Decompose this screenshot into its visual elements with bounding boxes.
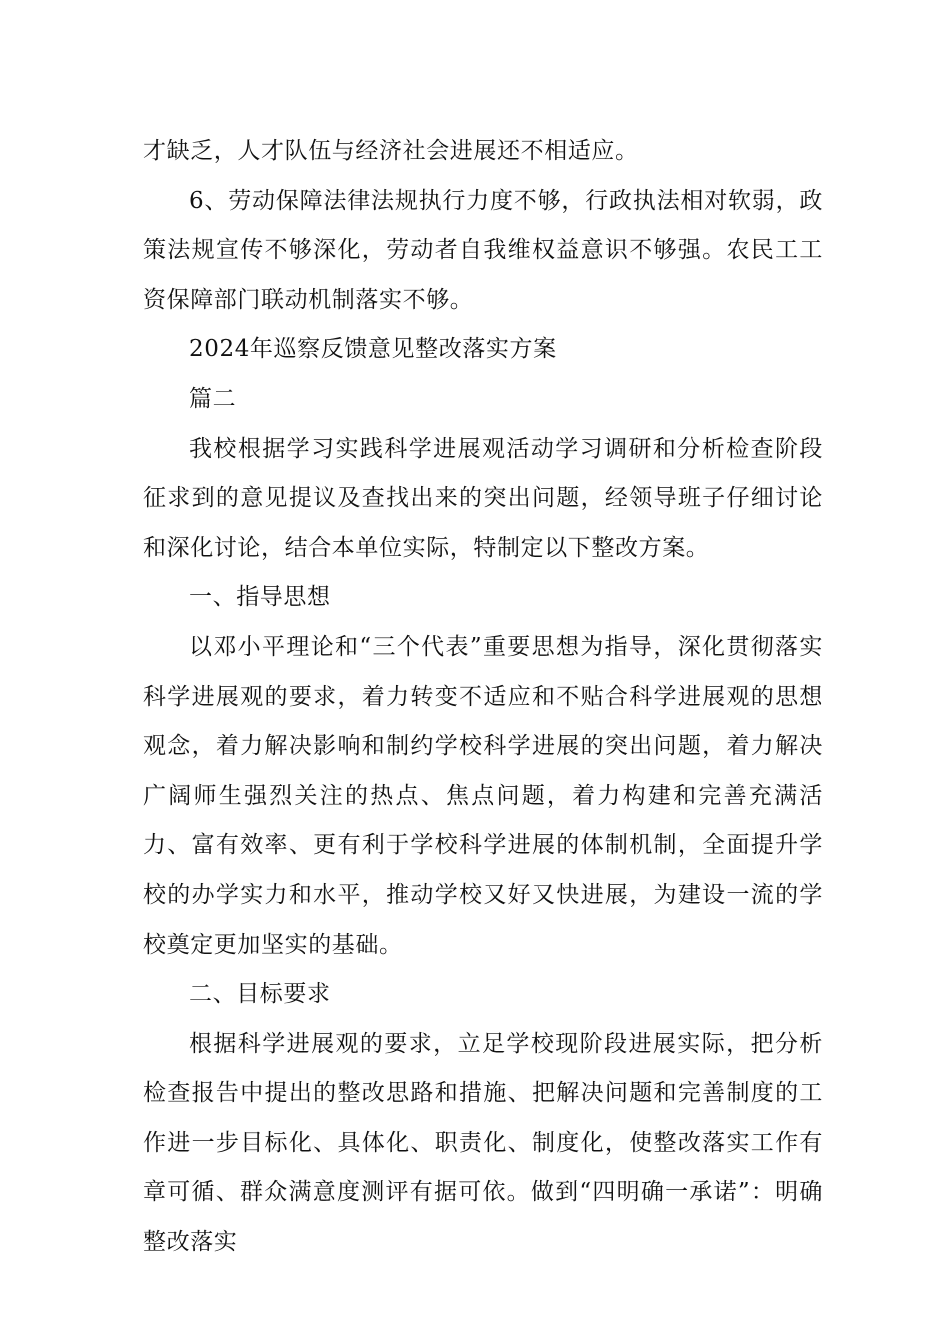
document-title: 2024年巡察反馈意见整改落实方案 [189,336,557,363]
section-heading-guiding-thought: 一、指导思想 [189,584,331,611]
paragraph-guiding-thought: 以邓小平理论和“三个代表”重要思想为指导，深化贯彻落实科学进展观的要求，着力转变不适应和不贴合科学进展观的思想观念，着力解决影响和制约学校科学进展的突出问题，着力解决广阔师生强烈关注的热点、焦点问题，着力构建和完善充满活力、富有效率、更有利于学校科学进展的体制机制，全面提升学校的办学实力和水平，推动学校又好又快进展，为建设一流的学校奠定更加坚实的基础。 [143,633,823,958]
paragraph-labor-law-enforcement: 6、劳动保障法律法规执行力度不够，行政执法相对软弱，政策法规宣传不够深化，劳动者自我维权益意识不够强。农民工工资保障部门联动机制落实不够。 [143,187,823,313]
section-label-part-two: 篇二 [189,385,237,412]
document-body [143,127,823,1268]
section-heading-goals: 二、目标要求 [189,981,331,1008]
paragraph-introduction: 我校根据学习实践科学进展观活动学习调研和分析检查阶段征求到的意见提议及查找出来的突出问题，经领导班子仔细讨论和深化讨论，结合本单位实际，特制定以下整改方案。 [143,435,823,561]
paragraph-talent-shortage: 才缺乏，人才队伍与经济社会进展还不相适应。 [143,138,639,164]
paragraph-goals: 根据科学进展观的要求，立足学校现阶段进展实际，把分析检查报告中提出的整改思路和措施、把解决问题和完善制度的工作进一步目标化、具体化、职责化、制度化，使整改落实工作有章可循、群众满意度测评有据可依。做到“四明确一承诺”：明确整改落实 [143,1030,823,1256]
